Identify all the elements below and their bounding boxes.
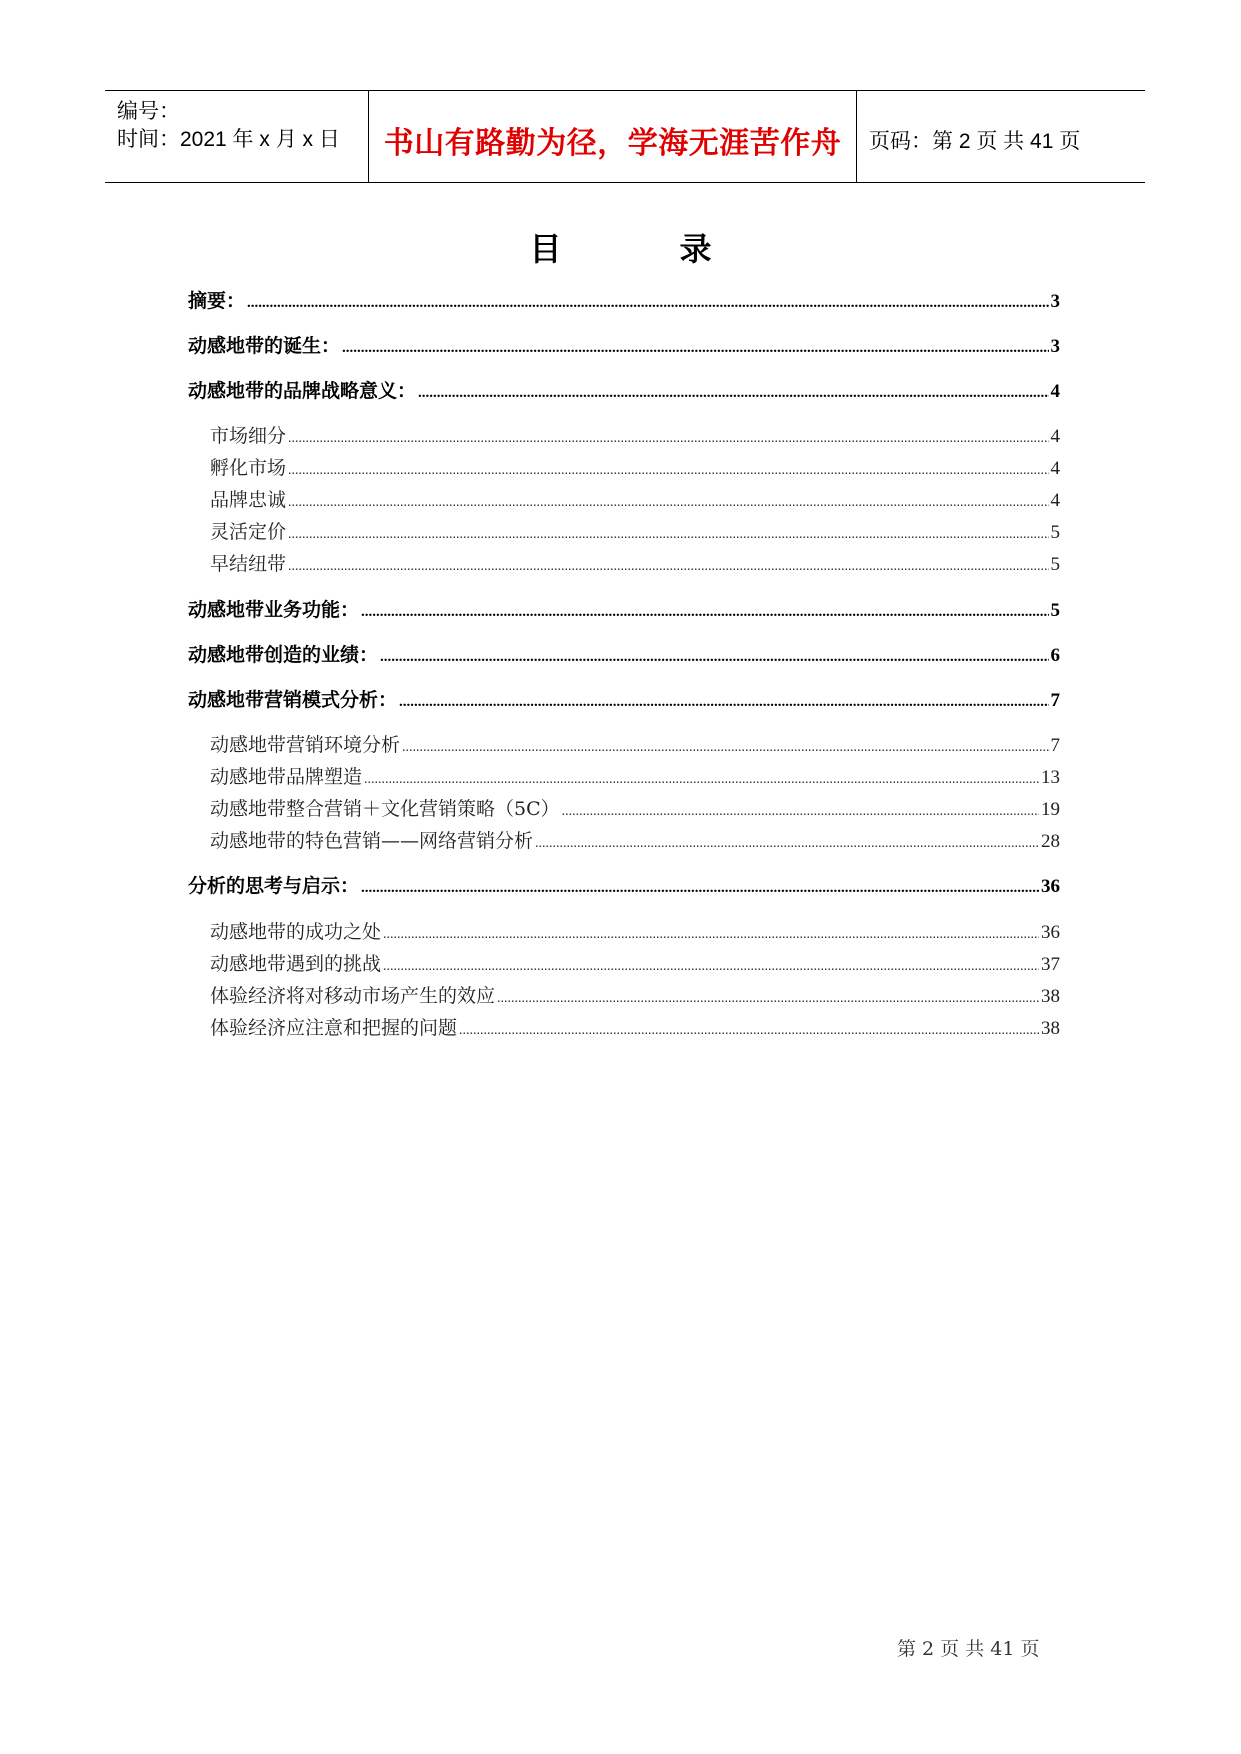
toc-entry-level2[interactable] bbox=[210, 485, 1060, 512]
toc-entry-page-number: 4 bbox=[1050, 381, 1060, 402]
toc-dot-leader bbox=[562, 799, 1039, 821]
toc-dot-leader bbox=[380, 645, 1048, 667]
toc-entry-title: 灵活定价 bbox=[210, 521, 287, 543]
toc-entry-level1[interactable] bbox=[188, 871, 1060, 898]
toc-dot-leader bbox=[418, 381, 1048, 403]
toc-entry-title: 体验经济应注意和把握的问题 bbox=[210, 1017, 458, 1039]
toc-entry-level2[interactable] bbox=[210, 826, 1060, 853]
toc-dot-leader bbox=[402, 735, 1048, 757]
toc-dot-leader bbox=[383, 922, 1039, 944]
toc-title bbox=[0, 224, 1241, 270]
toc-dot-leader bbox=[288, 458, 1048, 480]
toc-dot-leader bbox=[535, 831, 1039, 853]
toc-dot-leader bbox=[361, 876, 1039, 898]
toc-dot-leader bbox=[361, 600, 1048, 622]
toc-entry-title: 动感地带营销模式分析： bbox=[188, 689, 398, 711]
toc-entry-title: 孵化市场 bbox=[210, 457, 287, 479]
toc-entry-level2[interactable] bbox=[210, 453, 1060, 480]
toc-dot-leader bbox=[288, 490, 1048, 512]
toc-entry-page-number: 4 bbox=[1050, 426, 1060, 447]
toc-entry-page-number: 19 bbox=[1041, 799, 1060, 820]
toc-entry-level2[interactable] bbox=[210, 949, 1060, 976]
toc-entry-level1[interactable] bbox=[188, 640, 1060, 667]
toc-entry-level1[interactable] bbox=[188, 595, 1060, 622]
toc-entry-page-number: 36 bbox=[1041, 876, 1060, 897]
toc-entry-page-number: 5 bbox=[1050, 554, 1060, 575]
toc-dot-leader bbox=[459, 1018, 1039, 1040]
toc-entry-page-number: 38 bbox=[1041, 1018, 1060, 1039]
toc-entry-title: 市场细分 bbox=[210, 425, 287, 447]
toc-entry-title: 动感地带的品牌战略意义： bbox=[188, 380, 417, 402]
toc-entry-title: 动感地带品牌塑造 bbox=[210, 766, 363, 788]
toc-dot-leader bbox=[342, 336, 1048, 358]
toc-entry-title: 体验经济将对移动市场产生的效应 bbox=[210, 985, 496, 1007]
toc-entry-level2[interactable] bbox=[210, 762, 1060, 789]
toc-entry-page-number: 37 bbox=[1041, 954, 1060, 975]
toc-entry-page-number: 6 bbox=[1050, 645, 1060, 666]
header-page-info: 页码：第 2 页 共 41 页 bbox=[869, 130, 1081, 153]
toc-entry-page-number: 3 bbox=[1050, 336, 1060, 357]
toc-dot-leader bbox=[288, 522, 1048, 544]
header-left-cell bbox=[105, 91, 369, 182]
toc-entry-level1[interactable] bbox=[188, 331, 1060, 358]
toc-entry-level2[interactable] bbox=[210, 794, 1060, 821]
toc-entry-title: 动感地带营销环境分析 bbox=[210, 734, 401, 756]
toc-entry-level1[interactable] bbox=[188, 685, 1060, 712]
toc-entry-page-number: 28 bbox=[1041, 831, 1060, 852]
toc-entry-page-number: 7 bbox=[1050, 735, 1060, 756]
toc-entry-title: 动感地带创造的业绩： bbox=[188, 644, 379, 666]
toc-entry-title: 早结纽带 bbox=[210, 553, 287, 575]
toc-entry-page-number: 38 bbox=[1041, 986, 1060, 1007]
toc-title-char-2: 录 bbox=[679, 230, 712, 268]
toc-dot-leader bbox=[399, 690, 1048, 712]
toc-entry-page-number: 5 bbox=[1050, 522, 1060, 543]
toc-entry-title: 动感地带业务功能： bbox=[188, 599, 360, 621]
header-motto: 书山有路勤为径，学海无涯苦作舟 bbox=[383, 126, 842, 161]
toc-entry-title: 动感地带的成功之处 bbox=[210, 921, 382, 943]
toc-entry-title: 动感地带整合营销＋文化营销策略（5C） bbox=[210, 798, 560, 820]
toc-entry-title: 动感地带的特色营销——网络营销分析 bbox=[210, 830, 534, 852]
toc-entry-title: 分析的思考与启示： bbox=[188, 875, 360, 897]
toc-entry-page-number: 4 bbox=[1050, 458, 1060, 479]
toc-entry-level2[interactable] bbox=[210, 981, 1060, 1008]
toc-dot-leader bbox=[247, 291, 1048, 313]
toc-entry-title: 品牌忠诚 bbox=[210, 489, 287, 511]
toc-entry-level1[interactable] bbox=[188, 376, 1060, 403]
header-motto-cell bbox=[369, 91, 857, 182]
toc-dot-leader bbox=[383, 954, 1039, 976]
toc-entry-level2[interactable] bbox=[210, 1013, 1060, 1040]
toc-entry-page-number: 4 bbox=[1050, 490, 1060, 511]
toc-entry-title: 动感地带的诞生： bbox=[188, 335, 341, 357]
toc-entry-level2[interactable] bbox=[210, 730, 1060, 757]
toc-entry-title: 动感地带遇到的挑战 bbox=[210, 953, 382, 975]
toc-entry-page-number: 5 bbox=[1050, 600, 1060, 621]
toc-entry-title: 摘要： bbox=[188, 290, 246, 312]
toc-entry-page-number: 3 bbox=[1050, 291, 1060, 312]
toc-entry-level2[interactable] bbox=[210, 421, 1060, 448]
toc-entry-level1[interactable] bbox=[188, 286, 1060, 313]
toc-entry-level2[interactable] bbox=[210, 517, 1060, 544]
page-header bbox=[105, 90, 1145, 183]
header-right-cell bbox=[857, 91, 1145, 182]
toc-entry-page-number: 13 bbox=[1041, 767, 1060, 788]
toc-dot-leader bbox=[497, 986, 1039, 1008]
toc-entry-level2[interactable] bbox=[210, 549, 1060, 576]
toc-dot-leader bbox=[364, 767, 1039, 789]
serial-number-label: 编号： bbox=[117, 100, 180, 123]
page-footer: 第 2 页 共 41 页 bbox=[897, 1638, 1040, 1660]
toc-title-char-1: 目 bbox=[529, 230, 562, 268]
time-label: 时间：2021 年 x 月 x 日 bbox=[117, 128, 340, 151]
toc-entry-level2[interactable] bbox=[210, 917, 1060, 944]
toc-dot-leader bbox=[288, 554, 1048, 576]
toc-entry-page-number: 36 bbox=[1041, 922, 1060, 943]
toc-dot-leader bbox=[288, 426, 1048, 448]
toc-entry-page-number: 7 bbox=[1050, 690, 1060, 711]
